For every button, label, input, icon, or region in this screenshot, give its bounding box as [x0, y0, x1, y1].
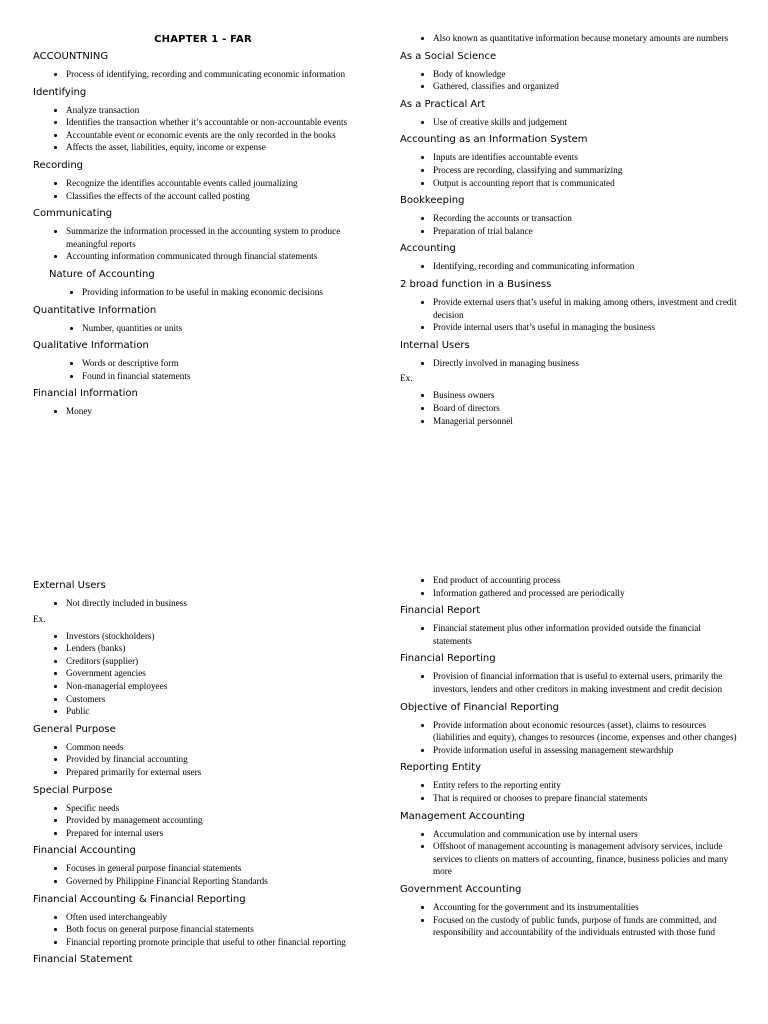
section-accounting — [33, 51, 373, 81]
section-heading: Financial Report — [400, 605, 481, 617]
section-heading: Qualitative Information — [33, 340, 149, 352]
section-external-users — [33, 580, 373, 610]
list-item: • Financial statement plus other information provided outside the financial statements — [433, 622, 740, 647]
list-item: • Providing information to be useful in making economic decisions — [82, 286, 373, 299]
section-heading: As a Social Science — [400, 50, 497, 62]
list-item: • Both focus on general purpose financial statements — [66, 923, 373, 936]
section-heading: Quantitative Information — [33, 304, 157, 316]
bullet-list — [33, 177, 373, 202]
section-heading: Government Accounting — [400, 883, 522, 895]
list-item: • Specific needs — [66, 802, 373, 815]
section-heading: As a Practical Art — [400, 98, 486, 110]
section-communicating — [33, 208, 373, 263]
bullet-list — [33, 911, 373, 949]
list-item: • Accounting for the government and its instrumentalities — [433, 901, 740, 914]
section-heading: Communicating — [33, 208, 113, 220]
bullet-list — [400, 296, 740, 334]
page1-left-column — [33, 32, 373, 422]
section-heading: Financial Statement — [33, 954, 133, 966]
section-accounting-definition — [400, 243, 740, 273]
section-information-system — [400, 134, 740, 189]
list-item: • Preparation of trial balance — [433, 225, 740, 238]
section-general-purpose — [33, 724, 373, 779]
list-item: • Focuses in general purpose financial statements — [66, 862, 373, 875]
list-item: • Found in financial statements — [82, 370, 373, 383]
section-bookkeeping — [400, 195, 740, 237]
section-government-accounting — [400, 884, 740, 939]
list-item: • Identifying, recording and communicating information — [433, 260, 740, 273]
list-item: • Inputs are identifies accountable events — [433, 151, 740, 164]
section-identifying — [33, 87, 373, 154]
bullet-list — [33, 286, 373, 299]
section-financial-report — [400, 605, 740, 647]
bullet-list — [33, 802, 373, 840]
list-item: • Gathered, classifies and organized — [433, 80, 740, 93]
list-item: • Provide information useful in assessing management stewardship — [433, 744, 740, 757]
section-heading: Accounting as an Information System — [400, 134, 588, 146]
list-item: • Number, quantities or units — [82, 322, 373, 335]
section-heading: Financial Accounting & Financial Reporting — [33, 893, 246, 905]
section-quantitative-information — [33, 305, 373, 335]
list-item: • Board of directors — [433, 402, 740, 415]
list-item: • Accountable event or economic events are the only recorded in the books — [66, 129, 373, 142]
bullet-list — [400, 32, 740, 45]
bullet-list — [33, 357, 373, 382]
section-heading: 2 broad function in a Business — [400, 278, 552, 290]
bullet-list — [400, 68, 740, 93]
list-item: • Analyze transaction — [66, 104, 373, 117]
list-item: • Also known as quantitative information because monetary amounts are numbers — [433, 32, 740, 45]
list-item: • Provided by financial accounting — [66, 753, 373, 766]
section-heading: Special Purpose — [33, 784, 113, 796]
page2-right-column — [400, 574, 740, 943]
section-special-purpose — [33, 785, 373, 840]
section-internal-examples — [400, 373, 740, 427]
section-continued — [400, 574, 740, 599]
example-label: Ex. — [400, 373, 413, 384]
bullet-list — [400, 622, 740, 647]
section-accounting-and-reporting — [33, 894, 373, 949]
list-item: • Identifies the transaction whether it’s accountable or non-accountable events — [66, 116, 373, 129]
bullet-list — [400, 779, 740, 804]
list-item: • Accumulation and communication use by internal users — [433, 828, 740, 841]
page2-left-column — [33, 574, 373, 971]
list-item: • Summarize the information processed in the accounting system to produce meaningful reports — [66, 225, 373, 250]
section-heading: Accounting — [400, 243, 456, 255]
section-continued — [400, 32, 740, 45]
section-financial-accounting — [33, 845, 373, 887]
example-label: Ex. — [33, 613, 46, 624]
list-item: • Accounting information communicated through financial statements — [66, 250, 373, 263]
section-practical-art — [400, 99, 740, 129]
list-item: • Entity refers to the reporting entity — [433, 779, 740, 792]
section-heading: Objective of Financial Reporting — [400, 701, 559, 713]
list-item: • That is required or chooses to prepare financial statements — [433, 792, 740, 805]
list-item: • Governed by Philippine Financial Reporting Standards — [66, 875, 373, 888]
section-heading: Financial Reporting — [400, 653, 496, 665]
bullet-list — [400, 260, 740, 273]
section-heading: Financial Accounting — [33, 845, 136, 857]
list-item: • Process of identifying, recording and communicating economic information — [66, 68, 373, 81]
list-item: • Provide internal users that’s useful in managing the business — [433, 321, 740, 334]
bullet-list — [400, 670, 740, 695]
section-heading: Recording — [33, 159, 84, 171]
list-item: • Government agencies — [66, 667, 373, 680]
section-heading: Management Accounting — [400, 810, 525, 822]
section-financial-reporting — [400, 653, 740, 695]
section-reporting-entity — [400, 762, 740, 804]
list-item: • Customers — [66, 693, 373, 706]
bullet-list — [33, 597, 373, 610]
bullet-list — [33, 322, 373, 335]
chapter-title: CHAPTER 1 - FAR — [154, 34, 252, 45]
section-broad-function — [400, 279, 740, 334]
bullet-list — [33, 68, 373, 81]
list-item: • Process are recording, classifying and summarizing — [433, 164, 740, 177]
list-item: • Information gathered and processed are periodically — [433, 587, 740, 600]
bullet-list — [400, 828, 740, 878]
page1-right-column — [400, 32, 740, 431]
list-item: • Affects the asset, liabilities, equity, income or expense — [66, 141, 373, 154]
list-item: • End product of accounting process — [433, 574, 740, 587]
list-item: • Common needs — [66, 741, 373, 754]
section-recording — [33, 160, 373, 202]
section-heading: Financial Information — [33, 388, 138, 400]
list-item: • Provision of financial information that is useful to external users, primarily the investors, lenders and other creditors in making investment and credit decision — [433, 670, 740, 695]
list-item: • Recording the accounts or transaction — [433, 212, 740, 225]
list-item: • Directly involved in managing business — [433, 357, 740, 370]
bullet-list — [400, 389, 740, 427]
section-heading: Reporting Entity — [400, 762, 481, 774]
list-item: • Investors (stockholders) — [66, 630, 373, 643]
bullet-list — [33, 104, 373, 154]
section-heading: General Purpose — [33, 723, 116, 735]
bullet-list — [33, 862, 373, 887]
list-item: • Provided by management accounting — [66, 814, 373, 827]
section-financial-information — [33, 388, 373, 418]
section-external-examples — [33, 614, 373, 718]
bullet-list — [400, 357, 740, 370]
bullet-list — [33, 741, 373, 779]
section-social-science — [400, 51, 740, 93]
list-item: • Lenders (banks) — [66, 642, 373, 655]
list-item: • Focused on the custody of public funds, purpose of funds are committed, and responsibility and accountability of the individuals entrusted with those fund — [433, 914, 740, 939]
list-item: • Prepared for internal users — [66, 827, 373, 840]
section-qualitative-information — [33, 340, 373, 382]
section-objective-of-reporting — [400, 702, 740, 757]
list-item: • Creditors (supplier) — [66, 655, 373, 668]
section-heading: ACCOUNTNING — [33, 51, 109, 62]
bullet-list — [400, 719, 740, 757]
bullet-list — [33, 630, 373, 718]
bullet-list — [400, 574, 740, 599]
list-item: • Offshoot of management accounting is management advisory services, include services to clients on matters of accounting, finance, business policies and many more — [433, 840, 740, 878]
list-item: • Business owners — [433, 389, 740, 402]
section-financial-statement — [33, 954, 373, 966]
list-item: • Use of creative skills and judgement — [433, 116, 740, 129]
list-item: • Provide information about economic resources (asset), claims to resources (liabilities and equity), changes to resources (income, expenses and other changes) — [433, 719, 740, 744]
list-item: • Financial reporting promote principle that useful to other financial reporting — [66, 936, 373, 949]
bullet-list — [400, 116, 740, 129]
section-heading: Bookkeeping — [400, 195, 465, 207]
bullet-list — [400, 212, 740, 237]
section-nature-of-accounting — [33, 269, 373, 299]
list-item: • Provide external users that’s useful in making among others, investment and credit decision — [433, 296, 740, 321]
list-item: • Classifies the effects of the account called posting — [66, 190, 373, 203]
list-item: • Public — [66, 705, 373, 718]
list-item: • Managerial personnel — [433, 415, 740, 428]
list-item: • Often used interchangeably — [66, 911, 373, 924]
list-item: • Output is accounting report that is communicated — [433, 177, 740, 190]
bullet-list — [33, 405, 373, 418]
bullet-list — [400, 151, 740, 189]
list-item: • Body of knowledge — [433, 68, 740, 81]
bullet-list — [33, 225, 373, 263]
list-item: • Money — [66, 405, 373, 418]
section-internal-users — [400, 340, 740, 370]
section-heading: Nature of Accounting — [49, 268, 155, 280]
section-management-accounting — [400, 811, 740, 878]
bullet-list — [400, 901, 740, 939]
document-page-2 — [0, 560, 768, 1024]
list-item: • Recognize the identifies accountable events called journalizing — [66, 177, 373, 190]
section-heading: Internal Users — [400, 339, 470, 351]
list-item: • Not directly included in business — [66, 597, 373, 610]
section-heading: Identifying — [33, 86, 87, 98]
list-item: • Non-managerial employees — [66, 680, 373, 693]
list-item: • Prepared primarily for external users — [66, 766, 373, 779]
list-item: • Words or descriptive form — [82, 357, 373, 370]
section-heading: External Users — [33, 580, 106, 591]
